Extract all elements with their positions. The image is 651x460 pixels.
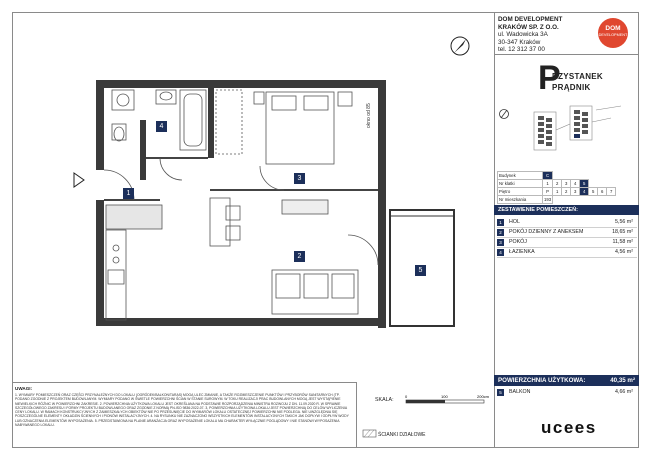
room-number: 3 xyxy=(497,239,504,246)
dom-logo xyxy=(598,18,628,48)
room-row xyxy=(497,248,637,258)
room-label-hol: 1 xyxy=(123,188,134,199)
notes-box xyxy=(12,382,357,448)
room-label-bathroom: 4 xyxy=(156,121,167,132)
scale-tick-200: 200cm xyxy=(477,394,490,399)
project-logo-mark: P xyxy=(538,59,561,97)
floor-plan xyxy=(60,30,470,370)
scale-tick-0: 0 xyxy=(405,394,408,399)
params-cell: 5 xyxy=(580,180,589,188)
developer-city: 30-347 Kraków xyxy=(498,38,541,46)
developer-street: ul. Wadowicka 3A xyxy=(498,31,548,39)
scale-bar xyxy=(405,392,495,406)
params-cell: 7 xyxy=(607,188,616,196)
params-row xyxy=(498,172,616,180)
params-table xyxy=(497,171,616,204)
project-logo-line1: RZYSTANEK xyxy=(552,72,603,81)
balcony-area: 4,66 m² xyxy=(615,389,633,395)
developer-info xyxy=(498,16,562,54)
partition-legend-label: ŚCIANKI DZIAŁOWE xyxy=(378,432,426,438)
project-logo xyxy=(538,61,608,103)
usable-area-bar xyxy=(494,375,639,386)
north-arrow-icon xyxy=(451,37,469,55)
partition-hatch-icon xyxy=(362,429,378,439)
params-row xyxy=(498,196,616,204)
params-cell: 4 xyxy=(580,188,589,196)
params-row xyxy=(498,188,616,196)
room-number: 2 xyxy=(497,229,504,236)
developer-company: KRAKÓW SP. Z O.O. xyxy=(498,23,559,31)
dom-logo-main: DOM xyxy=(605,25,621,32)
params-cell: 2 xyxy=(553,180,562,188)
balcony-row xyxy=(497,388,637,397)
developer-name: DOM DEVELOPMENT xyxy=(498,16,563,23)
project-logo-line2: PRĄDNIK xyxy=(552,83,591,92)
room-row xyxy=(497,238,637,248)
params-cell: 1 xyxy=(543,180,553,188)
rooms-header: ZESTAWIENIE POMIESZCZEŃ: xyxy=(494,205,639,215)
notes-header: UWAGI: xyxy=(15,386,33,391)
room-number: 4 xyxy=(497,249,504,256)
room-area: 4,56 m² xyxy=(615,249,633,255)
room-label-balcony: 5 xyxy=(415,265,426,276)
params-row-label: Piętro xyxy=(498,188,543,196)
room-name: HOL xyxy=(509,219,520,225)
room-number: 1 xyxy=(497,219,504,226)
params-cell: C xyxy=(543,172,553,180)
room-name: ŁAZIENKA xyxy=(509,249,535,255)
params-cell: 3 xyxy=(562,180,571,188)
balcony-name: BALKON xyxy=(509,389,531,395)
room-label-bedroom: 3 xyxy=(294,173,305,184)
dom-logo-sub: DEVELOPMENT xyxy=(598,33,628,37)
params-cell: 4 xyxy=(571,180,580,188)
usable-area-label: POWIERZCHNIA UŻYTKOWA: xyxy=(498,377,586,384)
room-label-living: 2 xyxy=(294,251,305,262)
params-cell: 5 xyxy=(589,188,598,196)
params-row-label: Nr klatki xyxy=(498,180,543,188)
scale-label: SKALA: xyxy=(375,397,394,403)
params-cell: P xyxy=(543,188,553,196)
params-cell: 1 xyxy=(553,188,562,196)
params-row xyxy=(498,180,616,188)
params-cell: 6 xyxy=(598,188,607,196)
params-cell: 193 xyxy=(544,197,552,202)
balcony-number: 5 xyxy=(497,389,504,396)
params-row-label: Nr mieszkania xyxy=(498,196,543,204)
room-row xyxy=(497,228,637,238)
room-area: 5,56 m² xyxy=(615,219,633,225)
building-mini-plan-icon xyxy=(496,104,638,168)
room-area: 11,58 m² xyxy=(612,239,633,245)
ucees-logo: ucees xyxy=(541,418,597,437)
scale-tick-100: 100 xyxy=(441,394,448,399)
room-area: 18,65 m² xyxy=(612,229,633,235)
entrance-arrow-icon xyxy=(74,173,84,187)
room-name: POKÓJ DZIENNY Z ANEKSEM xyxy=(509,229,584,235)
usable-area-value: 40,35 m² xyxy=(610,377,635,384)
params-cell: 2 xyxy=(562,188,571,196)
developer-phone: tel. 12 312 37 00 xyxy=(498,46,545,54)
params-row-label: Budynek xyxy=(498,172,543,180)
notes-text: 1. WYMIARY POMIESZCZEŃ ORAZ CZĘŚCI PRZYNALEŻNYCH DO LOKALU (OGRÓDEK/BALKON/TARAS) MOGĄ ULEC ZMIANIE, A TAKŻE ROZMIESZCZENIE PUNKTÓW I PRZYBORÓW SANITARNYCH (TP. PODANO ZGODNIE Z PROJEKTEM BUDOWLANYM. WYMIARY PODANO W ŚWIETLE POWIERZCHNI ŚCIAN W STANIE SUROWYM. W TOKU REALIZACJI PRAC BUDOWLANYCH MOGĄ JEST WYSTĄPIENIE NIEWIELKICH RÓŻNIC W POWIERZCHNI ZAKRESIE. 2. POWIERZCHNIA UŻYTKOWA LOKALU JEST OKREŚLANA NA PODSTAWIE ROZPORZĄDZENIA MINISTRA ROZWOJU Z DN. 11.09.2020 R. W SPRAWIE SZCZEGÓŁOWEGO ZAKRESU I FORMY PROJEKTU BUDOWLANEGO ORAZ ZGODNIE Z NORMĄ PN-ISO 9836:2022-07. 3. POWIERZCHNIA UŻYTKOWA LOKALU JEST POWIERZCHNIĄ DO CELÓW WYLICZENIA CENY LOKALU. W RAMACH KONSTRUKCYJNYCH Z ZAMIESZKAŁYCH OBIEKTÓW NIE PO PRZESUNIĘCIE DO WYMIARÓW LOKALU OSTATECZNEJ POWIERZCHNI NIE PODLEGA. NIE UWZGLĘDNIA SIĘ POSZCZEGÓLNE ELEMENTY OKŁADZIN ŚCIENNYCH I PIONÓW INSTALACYJNYCH. 4. NA RYSUNKU NIE ZAZNACZONO WSZYSTKICH ELEMENTÓW INSTALACYJNYCH TAKICH JAK DOPŁYW I ODPŁYW WODY LUB OZNACZENIA ELEMENTÓW WYPOSAŻENIA. 5. PRZEDSTAWIONA NA PLANIE ARANŻACJA ORAZ WYPOSAŻENIE LOKALU MA CHARAKTER WYŁĄCZNIE POGLĄDOWY I NIE STANOWI WYPOSAŻENIA NABYWANEGO LOKALU. xyxy=(15,393,349,428)
params-cell: 3 xyxy=(571,188,580,196)
room-row xyxy=(497,218,637,228)
outer-walls xyxy=(96,80,386,328)
window-note: okno od 85 xyxy=(366,103,372,128)
developer-header xyxy=(494,12,639,55)
room-name: POKÓJ xyxy=(509,239,527,245)
